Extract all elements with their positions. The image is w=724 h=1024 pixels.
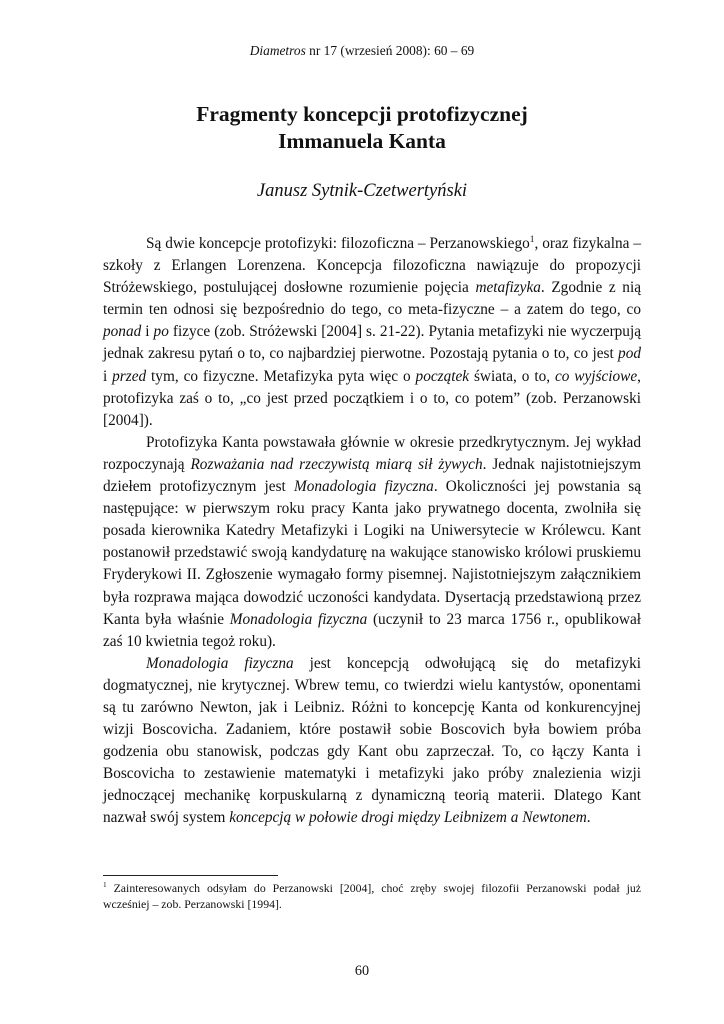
text-run: . Jednak najistotniejszym dziełem protofizycznym jest: [103, 455, 642, 496]
footnote: [103, 880, 641, 912]
text-run: i: [141, 323, 154, 341]
article-body: [103, 233, 641, 830]
footnote-text: Zainteresowanych odsyłam do Perzanowski [2004], choć zręby swojej filozofii Perzanowski podał już wcześniej – zob. Perzanowski [1994].: [103, 881, 641, 911]
text-run: (uczynił to 23 marca 1756 r., opublikował zaś 10 kwietnia tegoż roku).: [103, 610, 641, 650]
page-number: 60: [354, 963, 370, 979]
text-run: fizyce (zob. Stróżewski [2004] s. 21-22). Pytania metafizyki nie wyczerpują jednak zakresu pytań o to, co najbardziej pierwotne. Pozostają pytania o to, co jest: [103, 323, 641, 363]
text-run: .: [586, 809, 591, 827]
issue-info: nr 17 (wrzesień 2008): 60 – 69: [305, 43, 475, 58]
italic-text: koncepcją w połowie drogi między Leibnizem a Newtonem: [229, 809, 587, 827]
italic-text: Monadologia fizyczna: [293, 478, 434, 496]
title-line-1: Fragmenty koncepcji protofizycznej: [196, 102, 528, 126]
text-run: i: [103, 367, 113, 385]
running-header: [0, 43, 724, 59]
italic-text: ponad: [103, 323, 142, 341]
text-run: Są dwie koncepcje protofizyki: filozoficzna – Perzanowskiego: [146, 235, 530, 252]
paragraph: [103, 233, 641, 432]
article-title: [0, 101, 724, 155]
title-line-2: Immanuela Kanta: [278, 129, 446, 153]
footnote-divider: [103, 875, 278, 876]
italic-text: przed: [112, 367, 147, 385]
text-run: , protofizyka zaś o to, „co jest przed początkiem i o to, co potem” (zob. Perzanowski [2004]).: [103, 367, 641, 429]
text-run: . Zgodnie z nią termin ten odnosi się bezpośrednio do tego, co meta-fizyczne – a zatem do tego, co: [103, 279, 641, 319]
italic-text: Monadologia fizyczna: [146, 654, 294, 672]
text-run: świata, o to,: [469, 367, 555, 385]
paragraph: [103, 653, 641, 830]
italic-text: początek: [415, 367, 470, 385]
italic-text: co wyjściowe: [554, 367, 638, 385]
text-run: jest koncepcją odwołującą się do metafizyki dogmatycznej, nie krytycznej. Wbrew temu, co twierdzi wielu kantystów, oponentami są tu zarówno Newton, jak i Leibniz. Różni to koncepcję Kanta od konkurencyjnej wizji Boscovicha. Zadaniem, które postawił sobie Boscovich była bowiem próba godzenia obu stanowisk, podczas gdy Kant obu zaprzeczał. To, co łączy Kanta i Boscovicha to zestawienie matematyki i metafizyki jako próby znalezienia wizji jednoczącej mechanikę korpuskularną z dynamiczną teorią materii. Dlatego Kant nazwał swój system: [103, 654, 641, 827]
author-name: Janusz Sytnik-Czetwertyński: [256, 181, 468, 201]
text-run: Protofizyka Kanta powstawała głównie w okresie przedkrytycznym. Jej wykład rozpoczynają: [103, 433, 641, 473]
text-run: tym, co fizyczne. Metafizyka pyta więc o: [146, 367, 416, 385]
italic-text: po: [153, 323, 169, 341]
italic-text: pod: [618, 345, 641, 363]
italic-text: metafizyka: [475, 279, 541, 297]
text-run: , oraz fizykalna – szkoły z Erlangen Lorenzena. Koncepcja filozoficzna nawiązuje do propozycji Stróżewskiego, postulującej dosłowne rozumienie pojęcia: [103, 235, 641, 297]
text-run: . Okoliczności jej powstania są następujące: w pierwszym roku pracy Kanta jako prywatnego docenta, zwolniła się posada kierownika Katedry Metafizyki i Logiki na Uniwersytecie w Królewcu. Kant postanowił przedstawić swoją kandydaturę na wakujące stanowisko królowi pruskiemu Fryderykowi II. Zgłoszenie wymagało formy pisemnej. Najistotniejszym załącznikiem była rozprawa mająca dowodzić uczoności kandydata. Dysertacją przedstawioną przez Kanta była właśnie: [103, 478, 641, 628]
italic-text: Monadologia fizyczna: [229, 610, 368, 628]
footnote-number: 1: [103, 880, 107, 890]
italic-text: Rozważania nad rzeczywistą miarą sił żywych: [190, 455, 483, 473]
journal-name: Diametros: [249, 43, 306, 58]
footnote-ref: 1: [529, 234, 535, 245]
paragraph: [103, 432, 641, 653]
